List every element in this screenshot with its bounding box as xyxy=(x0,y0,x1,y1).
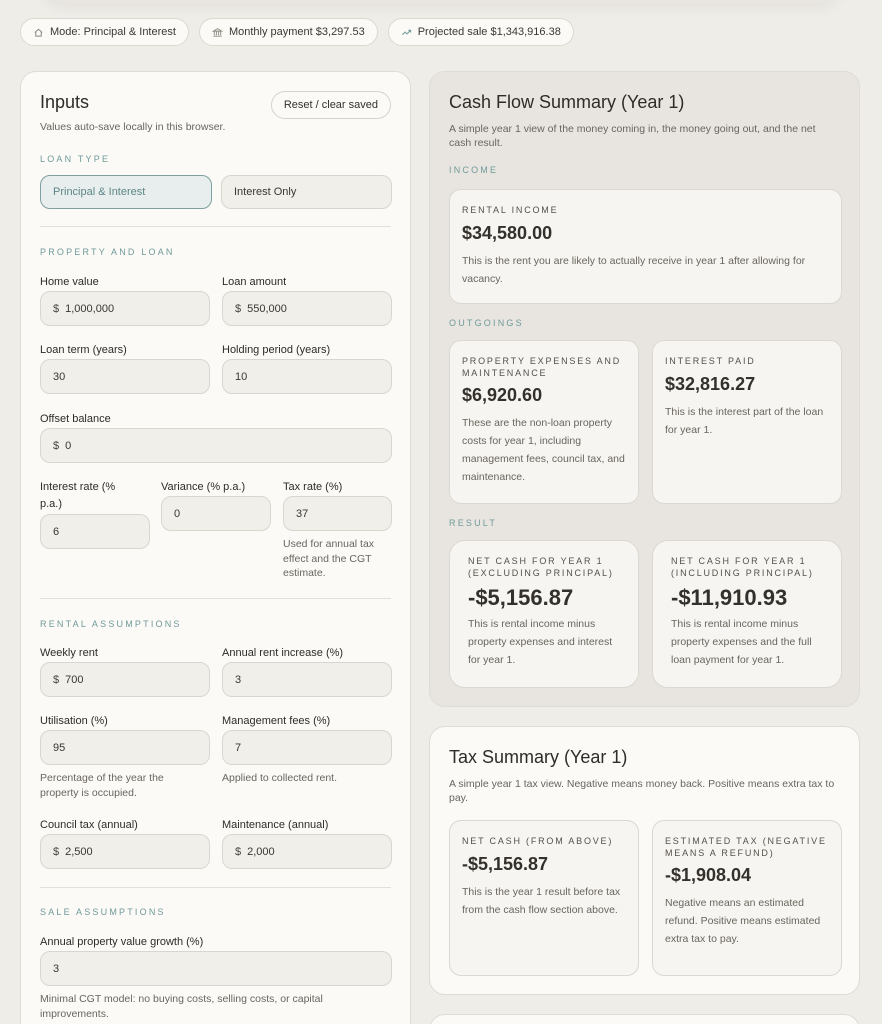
loan-type-principal-interest[interactable]: Principal & Interest xyxy=(40,175,212,209)
sale-heading: SALE ASSUMPTIONS xyxy=(40,907,166,917)
rent-increase-value: 3 xyxy=(235,673,242,686)
monthly-payment-chip-label: Monthly payment $3,297.53 xyxy=(228,26,365,38)
net-cash-incl-value: -$11,910.93 xyxy=(671,585,788,610)
tax-rate-value: 37 xyxy=(296,507,309,520)
weekly-rent-input[interactable] xyxy=(40,662,210,697)
utilisation-input[interactable] xyxy=(40,730,210,765)
utilisation-hint: Percentage of the year the property is occupied. xyxy=(40,772,164,799)
variance-input[interactable] xyxy=(161,496,271,531)
mode-chip-label: Mode: Principal & Interest xyxy=(50,26,176,38)
net-cash-label: NET CASH (FROM ABOVE) xyxy=(462,836,614,846)
currency-prefix: $ xyxy=(53,302,60,315)
utilisation-label: Utilisation (%) xyxy=(40,715,108,727)
reset-button[interactable]: Reset / clear saved xyxy=(271,91,391,119)
growth-input[interactable] xyxy=(40,951,392,986)
tax-rate-label: Tax rate (%) xyxy=(283,481,343,493)
loan-term-label: Loan term (years) xyxy=(40,344,127,356)
estimated-tax-desc: Negative means an estimated refund. Positive means estimated extra tax to pay. xyxy=(665,897,821,945)
rental-income-desc: This is the rent you are likely to actually receive in year 1 after allowing for vacancy. xyxy=(462,254,806,285)
variance-label: Variance (% p.a.) xyxy=(161,481,246,493)
estimated-tax-label: ESTIMATED TAX (NEGATIVE MEANS A REFUND) xyxy=(665,836,827,858)
loan-term-value: 30 xyxy=(53,370,66,383)
interest-paid-desc: This is the interest part of the loan for year 1. xyxy=(665,405,824,436)
net-cash-excl-value: -$5,156.87 xyxy=(468,585,574,610)
interest-paid-card xyxy=(652,340,842,504)
holding-period-label: Holding period (years) xyxy=(222,344,331,356)
currency-prefix: $ xyxy=(235,302,242,315)
utilisation-value: 95 xyxy=(53,741,66,754)
growth-value: 3 xyxy=(53,962,60,975)
inputs-title: Inputs xyxy=(40,92,90,112)
rental-income-label: RENTAL INCOME xyxy=(462,205,559,215)
net-cash-excl-label: NET CASH FOR YEAR 1 (EXCLUDING PRINCIPAL) xyxy=(468,556,614,578)
inputs-panel xyxy=(20,71,411,1024)
projected-sale-chip xyxy=(388,18,574,46)
net-cash-incl-desc: This is rental income minus property expenses and the full loan payment for year 1. xyxy=(671,618,812,666)
rent-increase-input[interactable] xyxy=(222,662,392,697)
home-value-input[interactable] xyxy=(40,291,210,326)
tax-rate-input[interactable] xyxy=(283,496,392,531)
loan-amount-input[interactable] xyxy=(222,291,392,326)
property-expenses-desc: These are the non-loan property costs for year 1, including management fees, council tax, and maintenance. xyxy=(462,417,625,483)
loan-amount-label: Loan amount xyxy=(222,276,287,288)
maintenance-value: 2,000 xyxy=(247,845,275,858)
currency-prefix: $ xyxy=(235,845,242,858)
home-icon xyxy=(33,27,44,38)
projected-sale-chip-label: Projected sale $1,343,916.38 xyxy=(417,26,561,38)
net-cash-incl-card xyxy=(652,540,842,688)
maintenance-label: Maintenance (annual) xyxy=(222,819,329,831)
loan-type-interest-only[interactable]: Interest Only xyxy=(221,175,392,209)
growth-label: Annual property value growth (%) xyxy=(40,936,204,948)
monthly-payment-chip xyxy=(199,18,378,46)
interest-paid-value: $32,816.27 xyxy=(665,373,756,394)
mgmt-fees-label: Management fees (%) xyxy=(222,715,331,727)
summary-chips xyxy=(20,18,574,46)
divider xyxy=(40,887,391,888)
bank-icon xyxy=(212,27,223,38)
tax-panel xyxy=(429,726,860,995)
net-cash-value: -$5,156.87 xyxy=(462,853,549,874)
currency-prefix: $ xyxy=(53,845,60,858)
trend-up-icon xyxy=(401,27,412,38)
mode-chip xyxy=(20,18,189,46)
weekly-rent-value: 700 xyxy=(65,673,84,686)
interest-rate-input[interactable] xyxy=(40,514,150,549)
interest-rate-value: 6 xyxy=(53,525,60,538)
rental-income-value: $34,580.00 xyxy=(462,222,553,243)
result-heading: RESULT xyxy=(449,518,498,528)
loan-term-input[interactable] xyxy=(40,359,210,394)
rental-income-card xyxy=(449,189,842,304)
currency-prefix: $ xyxy=(53,439,60,452)
estimated-tax-value: -$1,908.04 xyxy=(665,865,752,885)
council-tax-value: 2,500 xyxy=(65,845,93,858)
inputs-subtitle: Values auto-save locally in this browser. xyxy=(40,121,226,133)
net-cash-incl-label: NET CASH FOR YEAR 1 (INCLUDING PRINCIPAL) xyxy=(671,556,814,578)
holding-period-value: 10 xyxy=(235,370,248,383)
net-cash-card xyxy=(449,820,639,976)
property-heading: PROPERTY AND LOAN xyxy=(40,247,175,257)
outgoings-heading: OUTGOINGS xyxy=(449,318,524,328)
growth-hint: Minimal CGT model: no buying costs, selling costs, or capital improvements. xyxy=(40,993,323,1020)
cashflow-subtitle: A simple year 1 view of the money coming in, the money going out, and the net cash result. xyxy=(449,123,816,149)
interest-paid-label: INTEREST PAID xyxy=(665,356,756,366)
tax-title: Tax Summary (Year 1) xyxy=(449,747,628,767)
mgmt-fees-input[interactable] xyxy=(222,730,392,765)
holding-period-input[interactable] xyxy=(222,359,392,394)
maintenance-input[interactable] xyxy=(222,834,392,869)
home-value-value: 1,000,000 xyxy=(65,302,115,315)
income-heading: INCOME xyxy=(449,165,499,175)
currency-prefix: $ xyxy=(53,673,60,686)
offset-input[interactable] xyxy=(40,428,392,463)
offset-label: Offset balance xyxy=(40,413,111,425)
property-expenses-value: $6,920.60 xyxy=(462,385,543,405)
home-value-label: Home value xyxy=(40,276,99,288)
council-tax-label: Council tax (annual) xyxy=(40,819,138,831)
interest-rate-label: Interest rate (% p.a.) xyxy=(40,481,116,510)
variance-value: 0 xyxy=(174,507,181,520)
council-tax-input[interactable] xyxy=(40,834,210,869)
offset-value: 0 xyxy=(65,439,72,452)
cashflow-panel xyxy=(429,71,860,707)
tax-subtitle: A simple year 1 tax view. Negative means money back. Positive means extra tax to pay. xyxy=(449,778,835,804)
property-expenses-card xyxy=(449,340,639,504)
net-cash-excl-card xyxy=(449,540,639,688)
net-cash-desc: This is the year 1 result before tax from the cash flow section above. xyxy=(462,885,621,916)
mgmt-fees-value: 7 xyxy=(235,741,242,754)
loan-amount-value: 550,000 xyxy=(247,302,287,315)
tax-rate-hint: Used for annual tax effect and the CGT estimate. xyxy=(283,538,375,579)
divider xyxy=(40,226,391,227)
next-panel xyxy=(429,1014,860,1024)
cashflow-title: Cash Flow Summary (Year 1) xyxy=(449,92,685,112)
rent-increase-label: Annual rent increase (%) xyxy=(222,647,344,659)
top-bar-shadow xyxy=(40,0,842,4)
estimated-tax-card xyxy=(652,820,842,976)
property-expenses-label: PROPERTY EXPENSES AND MAINTENANCE xyxy=(462,356,622,378)
loan-type-heading: LOAN TYPE xyxy=(40,154,111,164)
rental-heading: RENTAL ASSUMPTIONS xyxy=(40,619,182,629)
mgmt-fees-hint: Applied to collected rent. xyxy=(222,772,337,784)
divider xyxy=(40,598,391,599)
net-cash-excl-desc: This is rental income minus property expenses and interest for year 1. xyxy=(468,618,613,666)
weekly-rent-label: Weekly rent xyxy=(40,647,98,659)
